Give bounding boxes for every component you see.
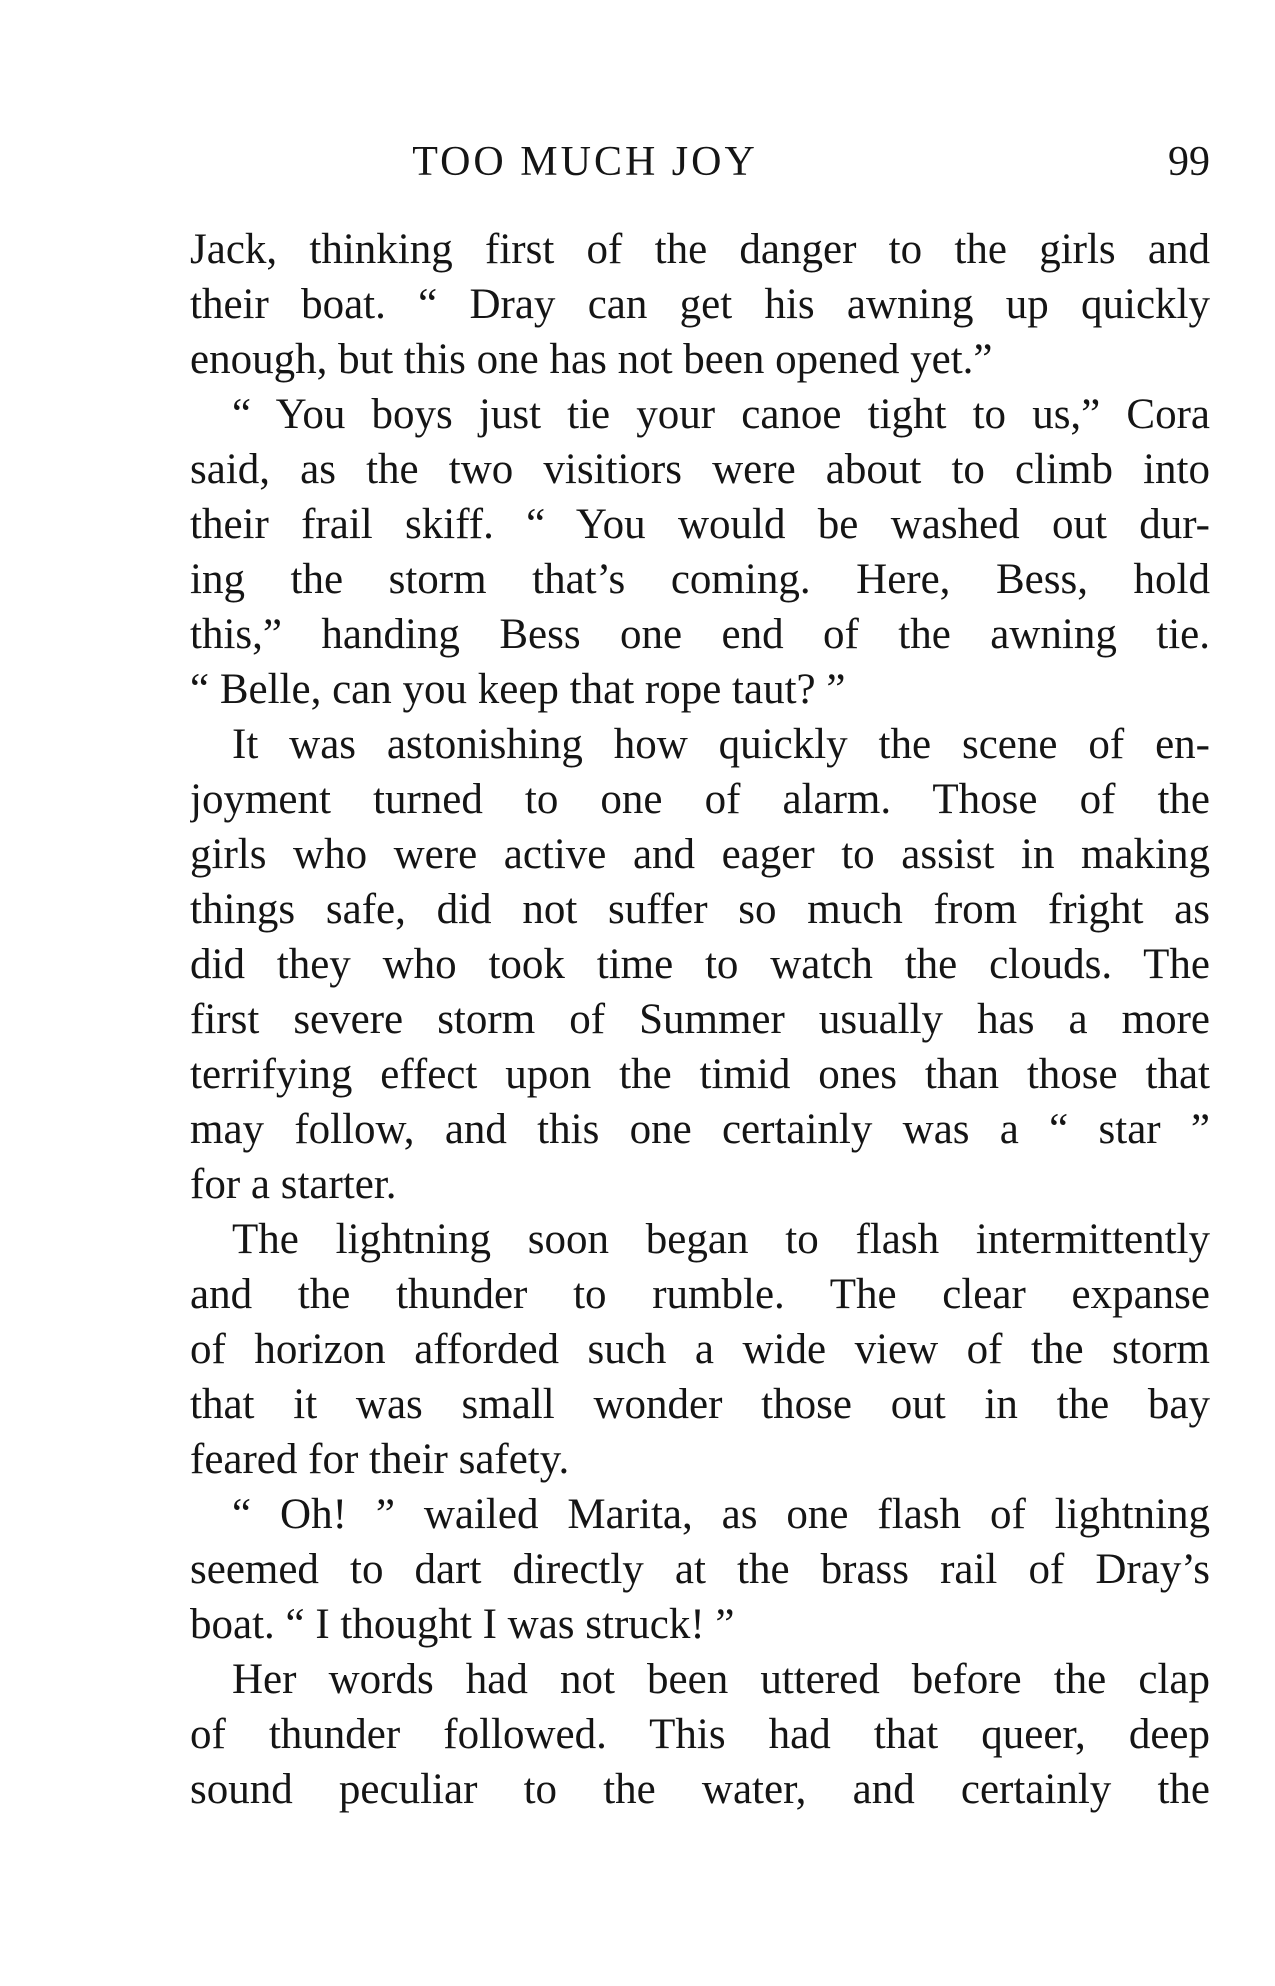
body-text: [190, 222, 1210, 1817]
text-line: may follow, and this one certainly was a “ star ”: [190, 1106, 1210, 1153]
text-line: this,” handing Bess one end of the awning tie.: [190, 611, 1210, 658]
text-line: Jack, thinking first of the danger to the girls and: [190, 226, 1210, 273]
text-line: said, as the two visitiors were about to climb into: [190, 446, 1210, 493]
running-title: TOO MUCH JOY: [412, 139, 758, 185]
text-line: boat. “ I thought I was struck! ”: [190, 1601, 735, 1648]
text-line: sound peculiar to the water, and certainly the: [190, 1766, 1210, 1813]
text-line: of thunder followed. This had that queer, deep: [190, 1711, 1210, 1758]
text-line: girls who were active and eager to assist in making: [190, 831, 1210, 878]
text-line: “ Belle, can you keep that rope taut? ”: [190, 666, 846, 713]
text-line: and the thunder to rumble. The clear expanse: [190, 1271, 1210, 1318]
text-line: seemed to dart directly at the brass rail of Dray’s: [190, 1546, 1210, 1593]
text-line: joyment turned to one of alarm. Those of the: [190, 776, 1210, 823]
text-line: their boat. “ Dray can get his awning up quickly: [190, 281, 1210, 328]
running-head: [190, 132, 1210, 192]
text-line: for a starter.: [190, 1161, 397, 1208]
text-line: things safe, did not suffer so much from fright as: [190, 886, 1210, 933]
text-line: It was astonishing how quickly the scene of en-: [232, 721, 1210, 768]
text-line: of horizon afforded such a wide view of the storm: [190, 1326, 1210, 1373]
text-line: enough, but this one has not been opened yet.”: [190, 336, 993, 383]
text-line: “ You boys just tie your canoe tight to us,” Cora: [232, 391, 1210, 438]
text-line: ing the storm that’s coming. Here, Bess, hold: [190, 556, 1210, 603]
text-line: feared for their safety.: [190, 1436, 570, 1483]
text-line: first severe storm of Summer usually has a more: [190, 996, 1210, 1043]
text-line: their frail skiff. “ You would be washed out dur-: [190, 501, 1210, 548]
text-line: that it was small wonder those out in the bay: [190, 1381, 1210, 1428]
text-line: Her words had not been uttered before the clap: [232, 1656, 1210, 1703]
text-line: terrifying effect upon the timid ones than those that: [190, 1051, 1210, 1098]
text-line: “ Oh! ” wailed Marita, as one flash of lightning: [232, 1491, 1210, 1538]
text-line: The lightning soon began to flash intermittently: [232, 1216, 1210, 1263]
page-number: 99: [1168, 139, 1210, 185]
text-line: did they who took time to watch the clouds. The: [190, 941, 1210, 988]
